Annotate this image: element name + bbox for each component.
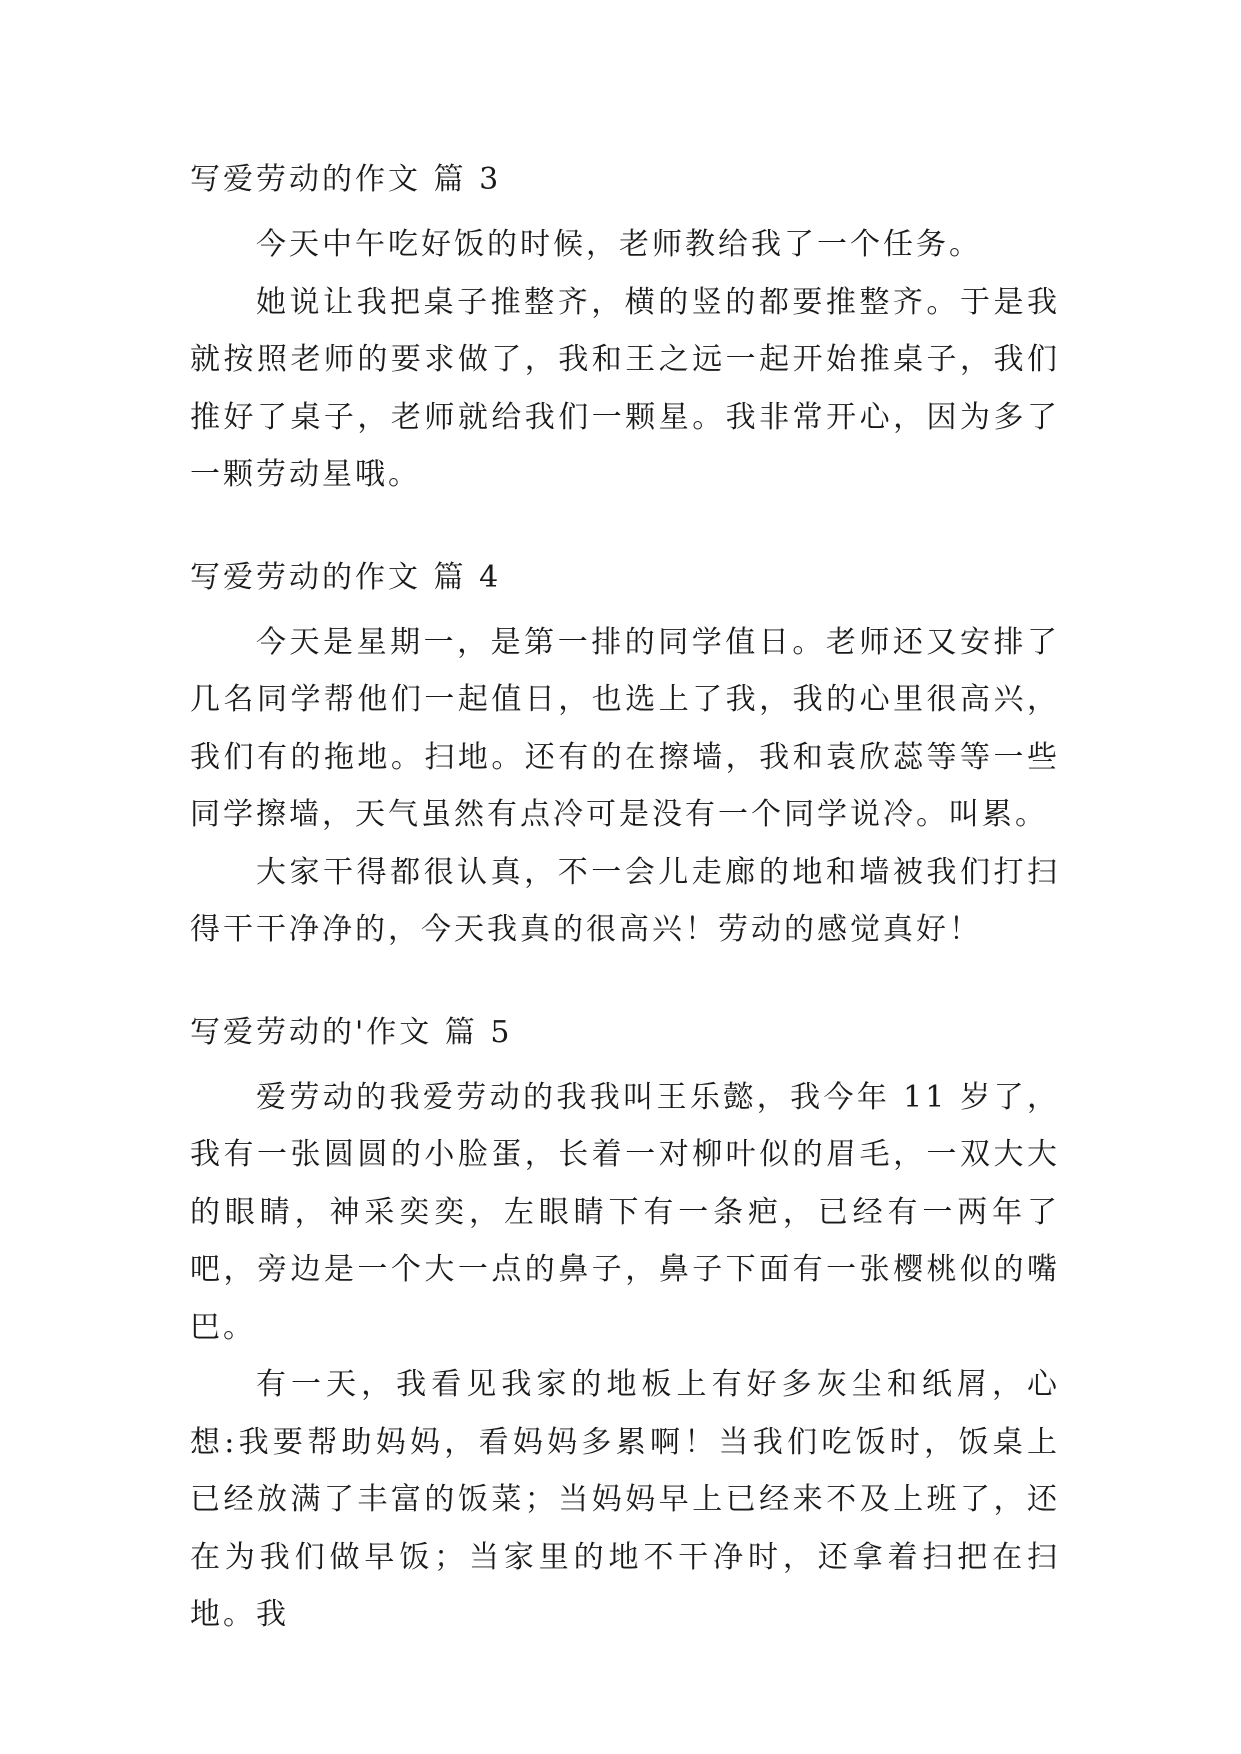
essay-section-3	[190, 160, 1060, 504]
essay-section-5	[190, 1013, 1060, 1644]
paragraph: 她说让我把桌子推整齐，横的竖的都要推整齐。于是我就按照老师的要求做了，我和王之远一起开始推桌子，我们推好了桌子，老师就给我们一颗星。我非常开心，因为多了一颗劳动星哦。	[190, 284, 1060, 492]
section-title: 写爱劳动的'作文 篇 5	[190, 1014, 513, 1050]
paragraph: 今天中午吃好饭的时候，老师教给我了一个任务。	[256, 227, 982, 262]
section-title: 写爱劳动的作文 篇 4	[190, 559, 502, 595]
paragraph: 大家干得都很认真，不一会儿走廊的地和墙被我们打扫得干干净净的，今天我真的很高兴！劳动的感觉真好！	[190, 854, 1060, 947]
paragraph: 爱劳动的我爱劳动的我我叫王乐懿，我今年 11 岁了，我有一张圆圆的小脸蛋，长着一对柳叶似的眉毛，一双大大的眼睛，神采奕奕，左眼睛下有一条疤，已经有一两年了吧，旁边是一个大一点的鼻子，鼻子下面有一张樱桃似的嘴巴。	[190, 1079, 1060, 1345]
document-body	[190, 160, 1060, 1698]
section-title: 写爱劳动的作文 篇 3	[190, 162, 502, 197]
essay-section-4	[190, 558, 1060, 959]
paragraph: 有一天，我看见我家的地板上有好多灰尘和纸屑，心想:我要帮助妈妈，看妈妈多累啊！当我们吃饭时，饭桌上已经放满了丰富的饭菜；当妈妈早上已经来不及上班了，还在为我们做早饭；当家里的地不干净时，还拿着扫把在扫地。我	[190, 1367, 1060, 1632]
paragraph: 今天是星期一，是第一排的同学值日。老师还又安排了几名同学帮他们一起值日，也选上了我，我的心里很高兴，我们有的拖地。扫地。还有的在擦墙，我和袁欣蕊等等一些同学擦墙，天气虽然有点冷可是没有一个同学说冷。叫累。	[190, 624, 1060, 832]
